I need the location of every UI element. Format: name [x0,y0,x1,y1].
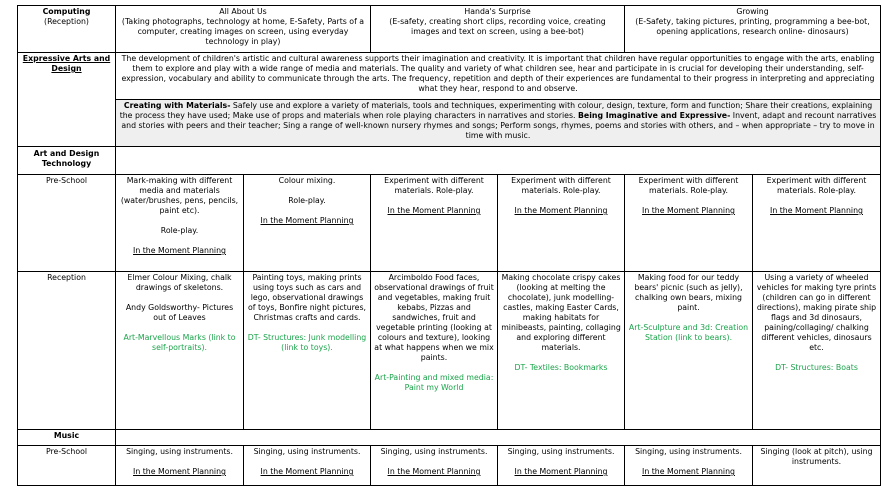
art-reception-cell [498,272,625,430]
goal-text-imaginative: Invent, adapt and recount narratives and stories with peers and their teacher; Sing a range of well-known nursery rhymes and songs; Perform songs, rhymes, poems and stories with others, and – when appropriate – try to move in time with music. [121,111,877,140]
planning-label: In the Moment Planning [260,216,354,225]
art-preschool-cell [116,175,244,272]
curriculum-table [17,5,881,486]
early-learning-goals [116,100,881,147]
planning-label: In the Moment Planning [514,467,608,476]
term-handas-surprise [371,6,625,53]
activity-text: Experiment with different materials. Role-play. [511,176,611,195]
planning-label: In the Moment Planning [133,246,226,255]
activity-text: Singing, using instruments. [507,447,615,456]
activity-text: Painting toys, making prints using toys such as cars and lego, observational drawings of toys, Bonfire night pictures, Christmas crafts and cards. [247,273,367,322]
art-preschool-cell [625,175,753,272]
computing-label: Computing [42,7,91,16]
art-preschool-cell [753,175,881,272]
activity-text: Colour mixing. [278,176,336,185]
unit-link: DT- Textiles: Bookmarks [514,363,608,372]
goal-text-creating: Safely use and explore a variety of materials, tools and techniques, experimenting with colour, design, texture, form and function; Share their creations, explaining the process they have used; Make use of props and materials when role playing characters in narratives and stories. [119,101,873,120]
planning-label: In the Moment Planning [770,206,863,215]
art-preschool-cell [244,175,371,272]
music-header-row [18,430,881,446]
computing-label-cell [18,6,116,53]
expressive-arts-intro: The development of children's artistic and cultural awareness supports their imagination and creativity. It is important that children have regular opportunities to engage with the arts, enabling them to explore and play with a wide range of media and materials. The quality and variety of what children see, hear and participate in is crucial for developing their understanding, self-expression, vocabulary and ability to communicate through the arts. The frequency, repetition and depth of their experiences are fundamental to their progress in interpreting and appreciating what they hear, respond to and observe. [116,53,881,100]
term-title: Handa's Surprise [464,7,531,16]
planning-label: In the Moment Planning [387,467,481,476]
music-preschool-cell [753,446,881,486]
computing-sublabel: (Reception) [44,17,89,26]
activity-text: Making food for our teddy bears' picnic (such as jelly), chalking own bears, mixing paint. [634,273,743,312]
art-reception-row [18,272,881,430]
music-label: Music [18,430,116,446]
art-design-label: Art and Design Technology [18,147,116,175]
activity-text: Making chocolate crispy cakes (looking at melting the chocolate), junk modelling- castles, making Easter Cards, making habitats for minibeasts, painting, collaging and exploring different materials. [501,273,621,352]
unit-link: DT- Structures: Boats [775,363,858,372]
term-description: (E-Safety, taking pictures, printing, programming a bee-bot, opening applications, research online- dinosaurs) [635,17,870,36]
expressive-arts-row [18,53,881,100]
planning-label: In the Moment Planning [260,467,354,476]
activity-text: Andy Goldsworthy- Pictures out of Leaves [125,303,234,322]
activity-text: Experiment with different materials. Role-play. [384,176,484,195]
term-title: All About Us [219,7,267,16]
unit-link: Art-Marvellous Marks (link to self-portraits). [123,333,236,352]
activity-text: Arcimboldo Food faces, observational drawings of fruit and vegetables, making fruit kebabs, Pizzas and sandwiches, fruit and vegetable printing (looking at colours and texture), looking at what happens when we mix paints. [374,273,494,362]
planning-label: In the Moment Planning [642,467,735,476]
music-header-blank [116,430,881,446]
art-reception-cell [244,272,371,430]
activity-text: Experiment with different materials. Role-play. [766,176,867,195]
activity-text: Elmer Colour Mixing, chalk drawings of skeletons. [127,273,232,292]
planning-label: In the Moment Planning [133,467,226,476]
art-design-header-blank [116,147,881,175]
art-reception-cell [371,272,498,430]
art-preschool-cell [371,175,498,272]
term-growing [625,6,881,53]
music-preschool-cell [244,446,371,486]
art-reception-cell [753,272,881,430]
activity-text: Singing (look at pitch), using instruments. [760,447,873,466]
art-reception-cell [625,272,753,430]
activity-text: Role-play. [288,196,326,205]
goal-heading-creating: Creating with Materials- [123,101,231,110]
art-reception-label: Reception [18,272,116,430]
music-preschool-label: Pre-School [18,446,116,486]
planning-label: In the Moment Planning [514,206,608,215]
unit-link: Art-Sculpture and 3d: Creation Station (link to bears). [628,323,749,342]
term-description: (E-safety, creating short clips, recording voice, creating images and text on screen, using a bee-bot) [389,17,606,36]
planning-label: In the Moment Planning [387,206,481,215]
music-preschool-row [18,446,881,486]
activity-text: Singing, using instruments. [635,447,742,456]
activity-text: Mark-making with different media and materials (water/brushes, pens, pencils, paint etc). [120,176,239,215]
art-reception-cell [116,272,244,430]
term-title: Growing [736,7,769,16]
computing-row [18,6,881,53]
early-learning-goals-row [18,100,881,147]
activity-text: Experiment with different materials. Role-play. [638,176,739,195]
activity-text: Role-play. [160,226,199,235]
term-all-about-us [116,6,371,53]
activity-text: Singing, using instruments. [380,447,488,456]
term-description: (Taking photographs, technology at home, E-Safety, Parts of a computer, creating images on screen, using everyday technology in play) [121,17,365,46]
art-preschool-cell [498,175,625,272]
music-preschool-cell [498,446,625,486]
planning-label: In the Moment Planning [642,206,735,215]
music-preschool-cell [116,446,244,486]
music-preschool-cell [625,446,753,486]
unit-link: DT- Structures: Junk modelling (link to toys). [247,333,367,352]
activity-text: Singing, using instruments. [126,447,233,456]
activity-text: Singing, using instruments. [253,447,361,456]
expressive-arts-label: Expressive Arts and Design [18,53,116,147]
art-preschool-label: Pre-School [18,175,116,272]
goal-heading-imaginative: Being Imaginative and Expressive- [577,111,731,120]
activity-text: Using a variety of wheeled vehicles for making tyre prints (children can go in different directions), making pirate ship flags and 3d dinosaurs, paining/collaging/ chalking different vehicles, dinosaurs etc. [756,273,877,352]
art-design-header-row [18,147,881,175]
unit-link: Art-Painting and mixed media: Paint my World [374,373,494,392]
music-preschool-cell [371,446,498,486]
art-preschool-row [18,175,881,272]
